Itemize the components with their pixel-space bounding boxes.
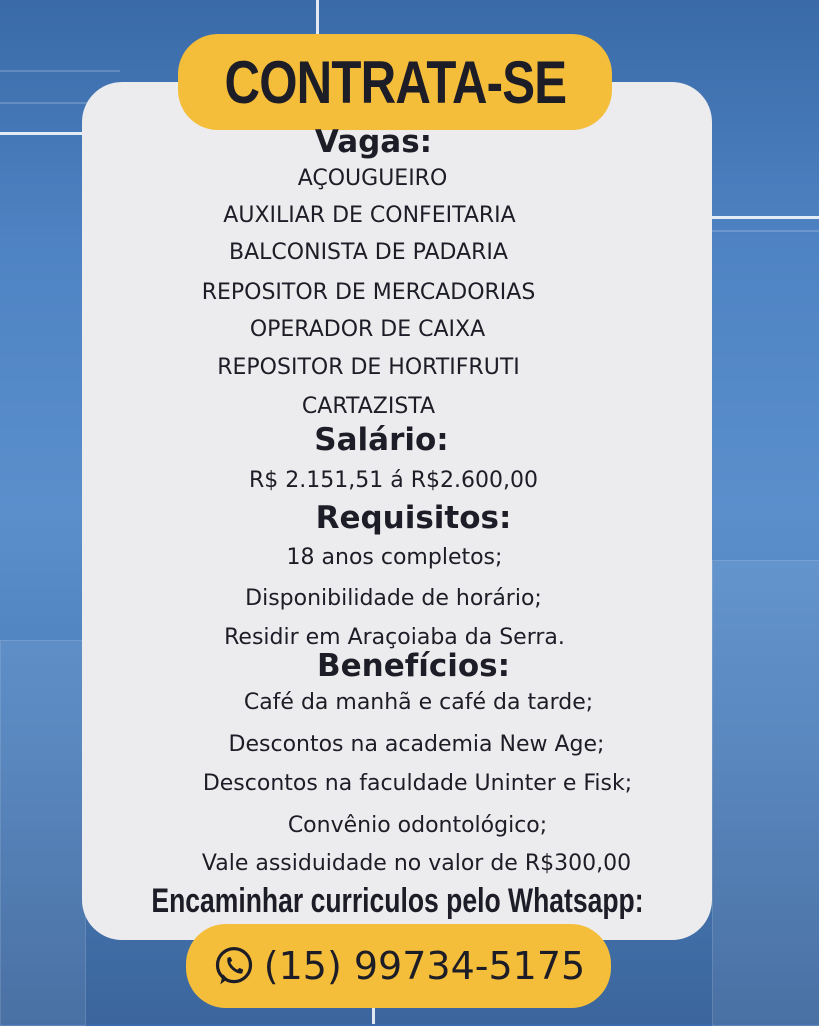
phone-number: (15) 99734-5175 xyxy=(263,944,586,988)
bg-line-top xyxy=(316,0,319,34)
vaga-item: REPOSITOR DE MERCADORIAS xyxy=(201,280,536,305)
vaga-item: REPOSITOR DE HORTIFRUTI xyxy=(217,355,520,380)
vagas-heading: Vagas: xyxy=(314,124,433,160)
page-title: CONTRATA-SE xyxy=(224,48,566,116)
salario-heading: Salário: xyxy=(314,422,449,458)
beneficios-heading: Benefícios: xyxy=(316,648,510,684)
beneficio-item: Descontos na faculdade Uninter e Fisk; xyxy=(202,771,633,796)
beneficio-item: Convênio odontológico; xyxy=(287,813,548,838)
vaga-item: CARTAZISTA xyxy=(301,394,436,419)
vaga-item: AUXILIAR DE CONFEITARIA xyxy=(223,203,516,228)
requisito-item: Residir em Araçoiaba da Serra. xyxy=(224,625,565,650)
vaga-item: AÇOUGUEIRO xyxy=(297,166,448,191)
requisito-item: 18 anos completos; xyxy=(286,545,503,570)
beneficio-item: Café da manhã e café da tarde; xyxy=(243,690,594,715)
salario-value: R$ 2.151,51 á R$2.600,00 xyxy=(249,468,538,493)
vaga-item: BALCONISTA DE PADARIA xyxy=(229,240,508,265)
beneficio-item: Descontos na academia New Age; xyxy=(228,732,605,757)
whatsapp-icon xyxy=(212,944,256,988)
requisito-item: Disponibilidade de horário; xyxy=(245,586,542,611)
title-banner xyxy=(178,34,612,130)
bg-line-bottom xyxy=(372,1008,375,1024)
beneficio-item: Vale assiduidade no valor de R$300,00 xyxy=(201,851,632,876)
requisitos-heading: Requisitos: xyxy=(315,500,512,536)
whatsapp-contact[interactable] xyxy=(186,924,611,1008)
cta-text: Encaminhar curriculos pelo Whatsapp: xyxy=(151,882,644,920)
vaga-item: OPERADOR DE CAIXA xyxy=(249,317,486,342)
